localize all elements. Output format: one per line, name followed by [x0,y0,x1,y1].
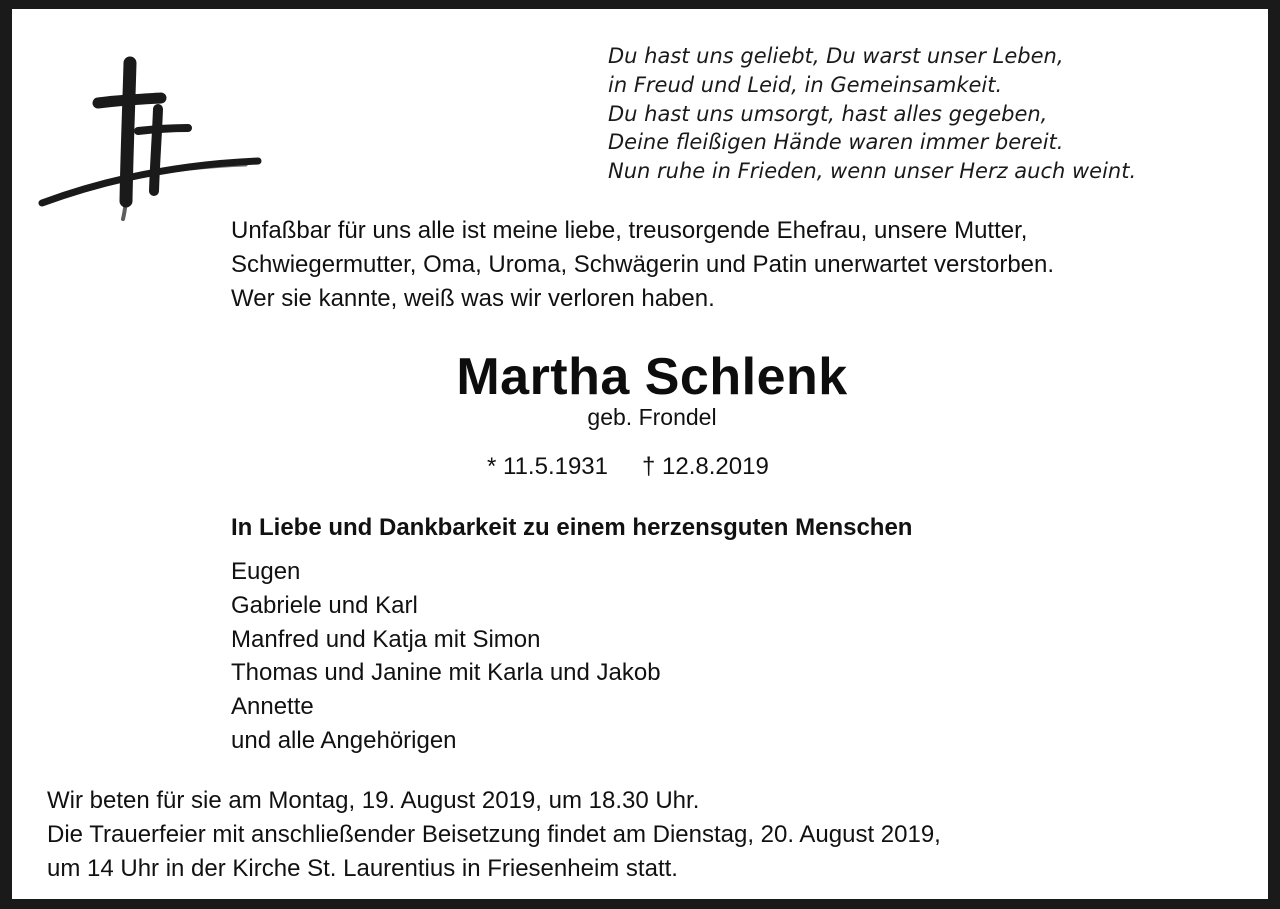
service-line: um 14 Uhr in der Kirche St. Laurentius in Friesenheim statt. [47,855,678,882]
intro-line: Unfaßbar für uns alle ist meine liebe, treusorgende Ehefrau, unsere Mutter, [231,217,1028,244]
intro-line: Wer sie kannte, weiß was wir verloren haben. [231,285,715,312]
death-date: † 12.8.2019 [642,453,769,480]
service-line: Die Trauerfeier mit anschließender Beisetzung findet am Dienstag, 20. August 2019, [47,821,941,848]
poem-line: Nun ruhe in Frieden, wenn unser Herz auch weint. [608,159,1137,184]
intro-line: Schwiegermutter, Oma, Uroma, Schwägerin und Patin unerwartet verstorben. [231,251,1055,278]
poem-line: Du hast uns umsorgt, hast alles gegeben, [608,101,1048,126]
deceased-name: Martha Schlenk [456,348,848,406]
poem [608,42,1136,186]
life-dates [487,450,769,484]
service-info [47,784,941,886]
dedication-heading: In Liebe und Dankbarkeit zu einem herzensguten Menschen [231,514,913,541]
poem-line: Deine fleißigen Hände waren immer bereit. [608,130,1064,155]
mourner-entry: und alle Angehörigen [231,726,457,754]
mourners-list [231,555,661,758]
birth-date: * 11.5.1931 [487,453,608,480]
mourner-entry: Eugen [231,558,301,585]
service-line: Wir beten für sie am Montag, 19. August 2019, um 18.30 Uhr. [47,787,700,814]
poem-line: in Freud und Leid, in Gemeinsamkeit. [608,72,1003,97]
intro-text [231,214,1054,316]
mourner-entry: Gabriele und Karl [231,591,418,619]
mourner-entry: Thomas und Janine mit Karla und Jakob [231,659,661,687]
mourner-entry: Annette [231,693,314,721]
maiden-name: geb. Frondel [587,404,717,430]
mourner-entry: Manfred und Katja mit Simon [231,625,541,653]
double-cross-icon [26,51,262,231]
poem-line: Du hast uns geliebt, Du warst unser Leben, [608,44,1064,68]
